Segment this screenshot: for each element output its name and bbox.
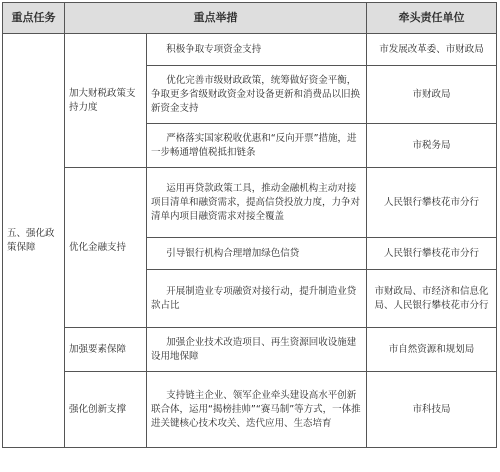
unit-cell: 人民银行攀枝花市分行 — [367, 238, 497, 270]
policy-table — [2, 2, 497, 448]
unit-cell: 市发展改革委、市财政局 — [367, 34, 497, 66]
measure-cell: 优化完善市级财政政策，统筹做好资金平衡，争取更多省级财政资金对设备更新和消费品以旧换新资金支持 — [147, 66, 367, 124]
table-row — [3, 372, 497, 448]
measure-cell: 支持链主企业、领军企业牵头建设高水平创新联合体，运用“揭榜挂帅”“赛马制”等方式，一体推进关键核心技术攻关、迭代应用、生态培育 — [147, 372, 367, 448]
measure-cell: 引导银行机构合理增加绿色信贷 — [147, 238, 367, 270]
unit-cell: 市税务局 — [367, 124, 497, 168]
subtask-innovation: 强化创新支撑 — [65, 372, 147, 448]
header-row — [3, 3, 497, 34]
unit-cell: 市科技局 — [367, 372, 497, 448]
header-task: 重点任务 — [3, 3, 65, 34]
table-row — [3, 328, 497, 372]
header-measure: 重点举措 — [65, 3, 367, 34]
measure-cell: 严格落实国家税收优惠和“反向开票”措施，进一步畅通增值税抵扣链条 — [147, 124, 367, 168]
subtask-factors: 加强要素保障 — [65, 328, 147, 372]
measure-cell: 开展制造业专项融资对接行动，提升制造业贷款占比 — [147, 270, 367, 328]
measure-cell: 运用再贷款政策工具，推动金融机构主动对接项目清单和融资需求，提高信贷投放力度，力争对清单内项目融资需求对接全覆盖 — [147, 168, 367, 238]
measure-cell: 加强企业技术改造项目、再生资源回收设施建设用地保障 — [147, 328, 367, 372]
table-row — [3, 34, 497, 66]
unit-cell: 市自然资源和规划局 — [367, 328, 497, 372]
unit-cell: 市财政局 — [367, 66, 497, 124]
unit-cell: 市财政局、市经济和信息化局、人民银行攀枝花市分行 — [367, 270, 497, 328]
measure-cell: 积极争取专项资金支持 — [147, 34, 367, 66]
subtask-fiscal: 加大财税政策支持力度 — [65, 34, 147, 168]
header-unit: 牵头责任单位 — [367, 3, 497, 34]
unit-cell: 人民银行攀枝花市分行 — [367, 168, 497, 238]
main-task-cell: 五、强化政策保障 — [3, 34, 65, 448]
table-row — [3, 168, 497, 238]
subtask-finance: 优化金融支持 — [65, 168, 147, 328]
